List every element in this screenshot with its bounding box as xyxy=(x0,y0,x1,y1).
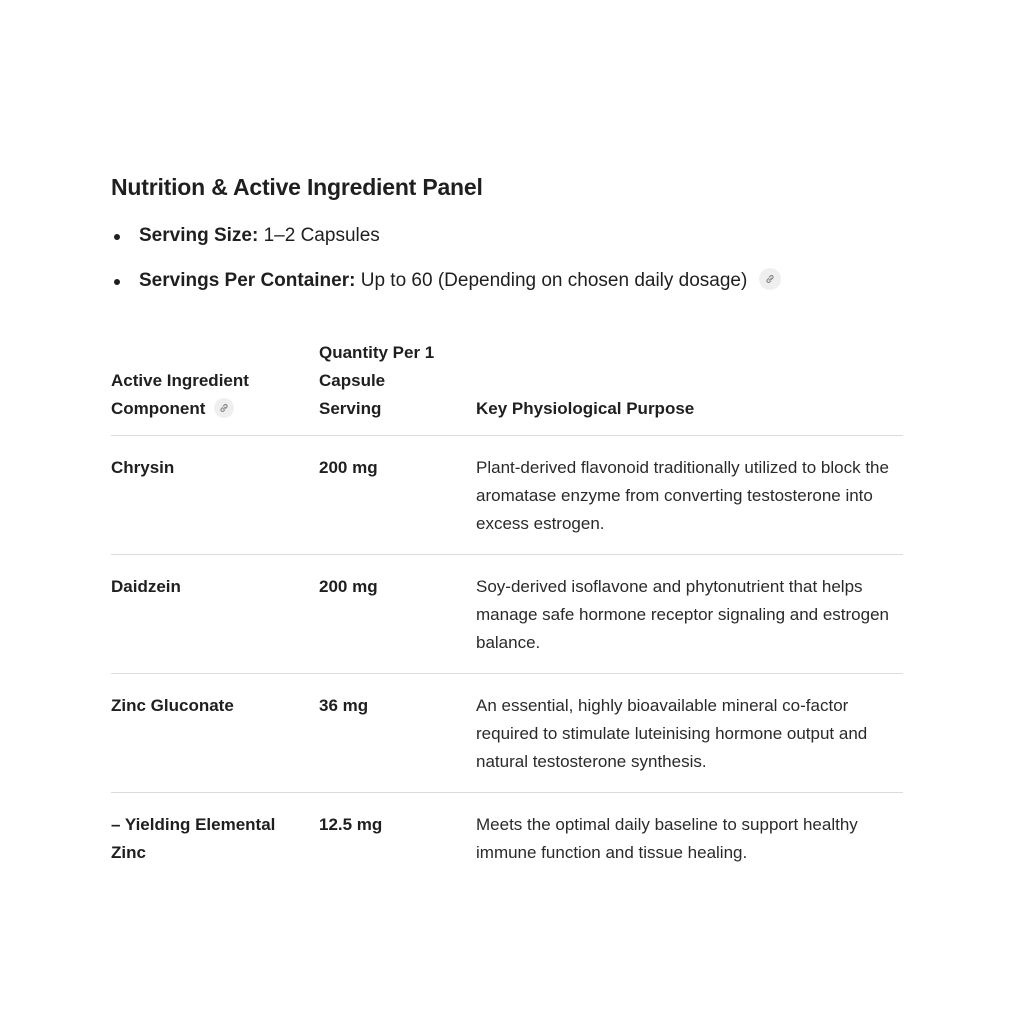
panel-title: Nutrition & Active Ingredient Panel xyxy=(111,174,483,200)
table-row xyxy=(111,555,903,674)
link-icon[interactable] xyxy=(759,268,781,290)
header-component xyxy=(111,339,319,436)
servings-per-container-value: Up to 60 (Depending on chosen daily dosage) xyxy=(360,270,748,291)
quantity-cell: 200 mg xyxy=(319,555,476,674)
serving-info-list xyxy=(111,222,903,295)
table-row xyxy=(111,793,903,884)
header-component-label: Active Ingredient Component xyxy=(111,371,249,418)
quantity-cell: 200 mg xyxy=(319,436,476,555)
link-icon[interactable] xyxy=(214,398,234,418)
quantity-cell: 12.5 mg xyxy=(319,815,383,834)
purpose-cell: An essential, highly bioavailable mineral co-factor required to stimulate luteinising hormone output and natural testosterone synthesis. xyxy=(476,674,903,793)
table-row xyxy=(111,674,903,793)
servings-per-container-item xyxy=(111,267,903,295)
serving-size-value: 1–2 Capsules xyxy=(263,225,380,246)
quantity-cell: 36 mg xyxy=(319,674,476,793)
purpose-cell: Meets the optimal daily baseline to support healthy immune function and tissue healing. xyxy=(476,815,858,862)
purpose-cell: Plant-derived flavonoid traditionally utilized to block the aromatase enzyme from converting testosterone into excess estrogen. xyxy=(476,436,903,555)
ingredient-table xyxy=(111,339,903,883)
purpose-cell: Soy-derived isoflavone and phytonutrient that helps manage safe hormone receptor signaling and estrogen balance. xyxy=(476,555,903,674)
component-cell: Chrysin xyxy=(111,436,319,555)
nutrition-panel xyxy=(111,170,903,883)
table-header-row xyxy=(111,339,903,436)
header-purpose: Key Physiological Purpose xyxy=(476,339,903,436)
header-quantity: Quantity Per 1 Capsule Serving xyxy=(319,339,476,436)
component-cell: Daidzein xyxy=(111,555,319,674)
servings-per-container-label: Servings Per Container: xyxy=(139,270,356,291)
component-cell: – Yielding Elemental Zinc xyxy=(111,815,276,862)
serving-size-label: Serving Size: xyxy=(139,225,259,246)
table-row xyxy=(111,436,903,555)
component-cell: Zinc Gluconate xyxy=(111,674,319,793)
serving-size-item xyxy=(111,222,903,250)
